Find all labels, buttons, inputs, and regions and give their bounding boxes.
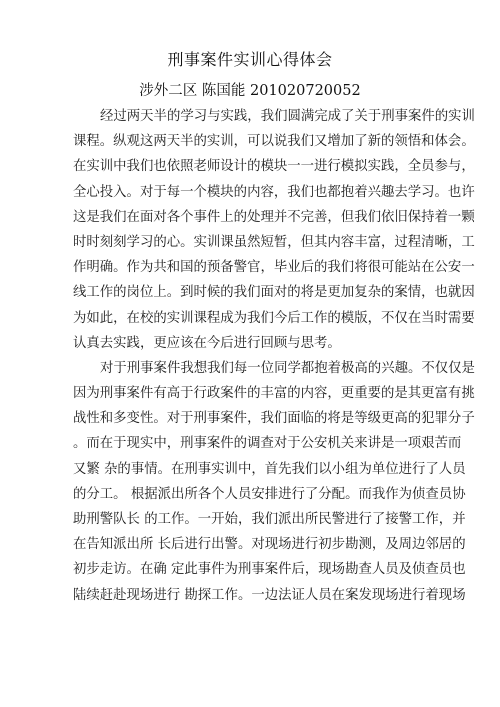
body-line: 时时刻刻学习的心。实训课虽然短暂，但其内容丰富，过程清晰，工 bbox=[73, 234, 475, 250]
body-line: 初步走访。在确 定此事件为刑事案件后，现场勘查人员及侦查员也 bbox=[73, 562, 466, 578]
body-line: 在实训中我们也依照老师设计的模块一一进行模拟实践，全员参与， bbox=[73, 159, 475, 175]
body-line: 对于刑事案件我想我们每一位同学都抱着极高的兴趣。不仅仅是 bbox=[100, 360, 475, 376]
body-line: 这是我们在面对各个事件上的处理并不完善，但我们依旧保持着一颗 bbox=[73, 209, 475, 225]
document-body bbox=[73, 104, 475, 608]
body-line: 课程。纵观这两天半的实训，可以说我们又增加了新的领悟和体会。 bbox=[73, 134, 475, 150]
body-line: 又繁 杂的事情。在刑事实训中，首先我们以小组为单位进行了人员 bbox=[73, 461, 466, 477]
author-byline: 涉外二区 陈国能 201020720052 bbox=[139, 83, 361, 99]
body-line: 认真去实践，更应该在今后进行回顾与思考。 bbox=[73, 335, 341, 351]
body-line: 因为刑事案件有高于行政案件的丰富的内容，更重要的是其更富有挑 bbox=[73, 386, 475, 402]
body-line: 经过两天半的学习与实践，我们圆满完成了关于刑事案件的实训 bbox=[100, 109, 475, 124]
body-line: 助刑警队长 的工作。一开始，我们派出所民警进行了接警工作，并 bbox=[73, 512, 466, 527]
body-line: 。而在于现实中，刑事案件的调查对于公安机关来讲是一项艰苦而 bbox=[73, 436, 462, 452]
body-line: 战性和多变性。对于刑事案件，我们面临的将是等级更高的犯罪分子 bbox=[73, 411, 475, 427]
document-title: 刑事案件实训心得体会 bbox=[167, 50, 333, 69]
body-line: 的分工。 根据派出所各个人员安排进行了分配。而我作为侦查员协 bbox=[73, 486, 466, 502]
body-line: 线工作的岗位上。到时候的我们面对的将是更加复杂的案情，也就因 bbox=[73, 285, 475, 301]
body-line: 为如此，在校的实训课程成为我们今后工作的模版，不仅在当时需要 bbox=[73, 310, 475, 326]
body-line: 在告知派出所 长后进行出警。对现场进行初步勘测，及周边邻居的 bbox=[73, 537, 466, 553]
body-line: 全心投入。对于每一个模块的内容，我们也都抱着兴趣去学习。也许 bbox=[73, 184, 475, 200]
body-line: 陆续赶赴现场进行 勘探工作。一边法证人员在案发现场进行着现场 bbox=[73, 587, 466, 603]
body-line: 作明确。作为共和国的预备警官，毕业后的我们将很可能站在公安一 bbox=[73, 260, 475, 276]
